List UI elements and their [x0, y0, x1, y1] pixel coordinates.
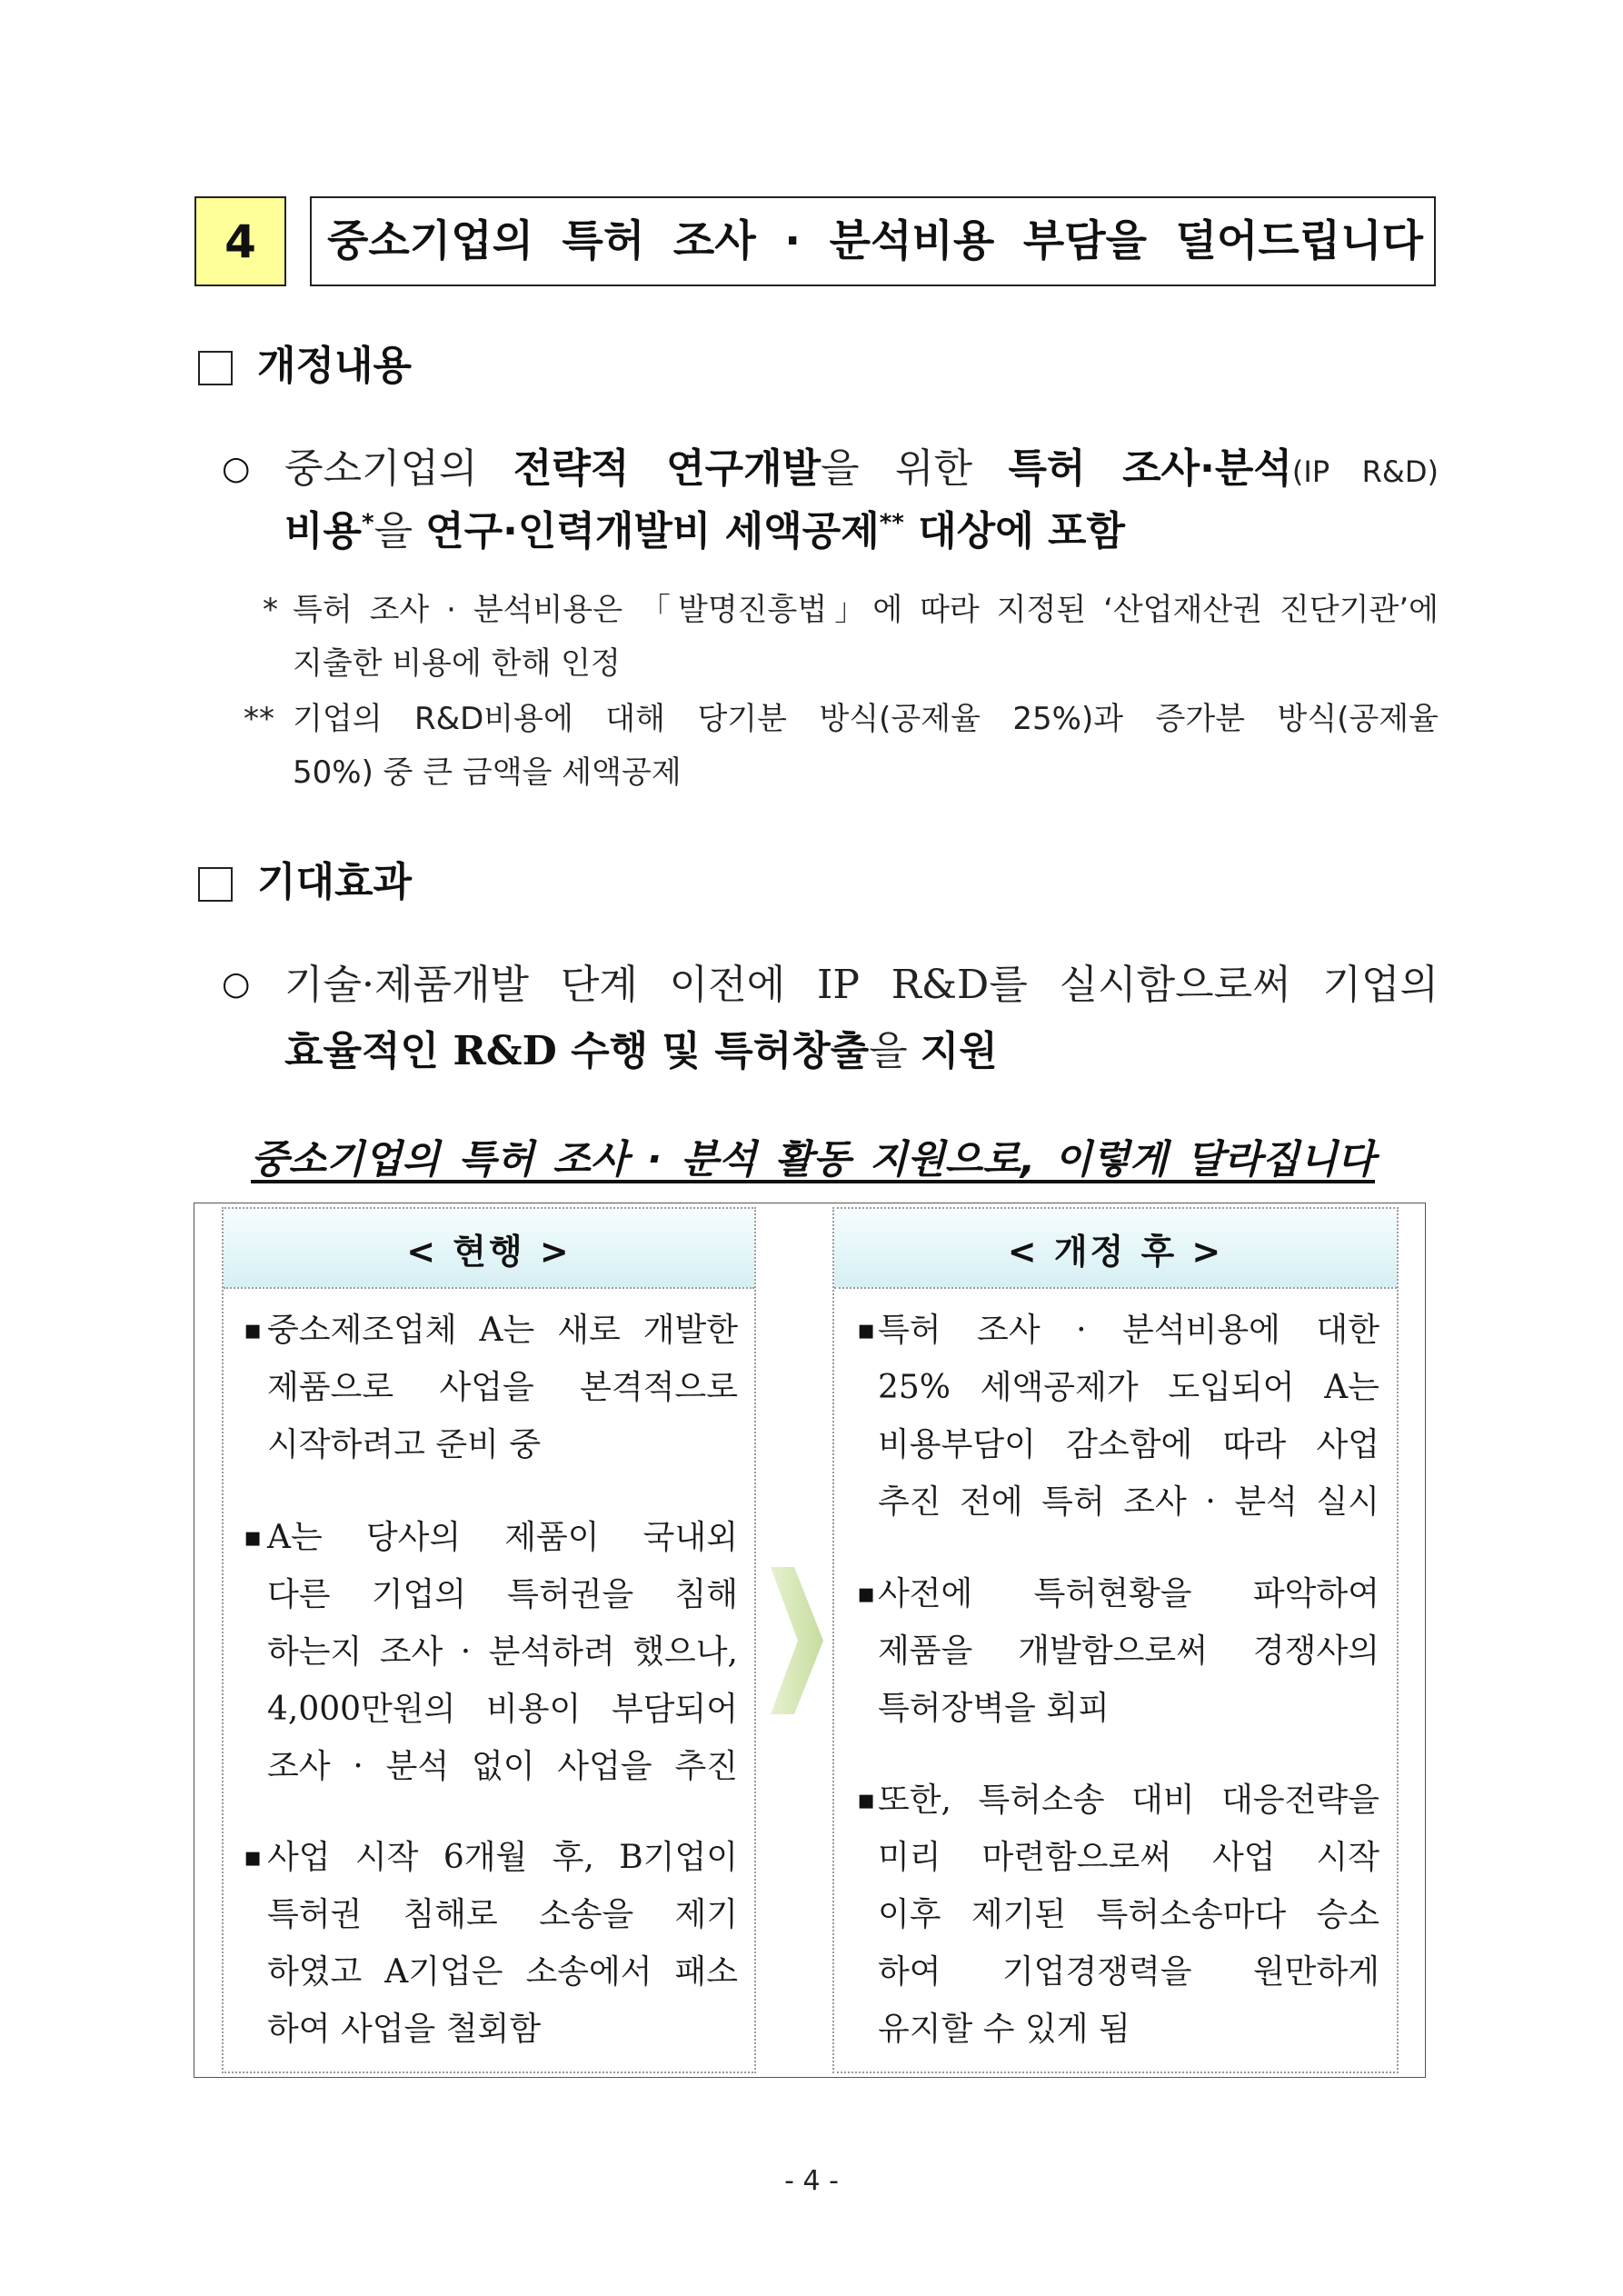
effects-bullet: ○: [222, 965, 251, 1003]
note-line: 지출한 비용에 한해 인정: [293, 645, 621, 682]
text-segment-bold: 효율적인 R&D 수행 및 특허창출: [284, 1028, 870, 1074]
item-line: 특허권 침해로 소송을 제기: [267, 1896, 738, 1933]
note-line: 특허 조사 · 분석비용은 「발명진흥법」에 따라 지정된 ‘산업재산권 진단기관’에: [293, 592, 1439, 628]
item-line: 하여 기업경쟁력을 원만하게: [878, 1953, 1379, 1991]
item-line: 미리 마련함으로써 사업 시작: [878, 1839, 1379, 1876]
note-line: 기업의 R&D비용에 대해 당기분 방식(공제율 25%)과 증가분 방식(공제율: [293, 701, 1439, 737]
item-line: 제품으로 사업을 본격적으로: [267, 1369, 738, 1406]
section-title-box: [310, 196, 1436, 286]
arrow-shape: [771, 1567, 823, 1714]
effects-heading: 기대효과: [257, 859, 413, 905]
item-line: A는 당사의 제품이 국내외: [267, 1519, 738, 1556]
footnote-marker: **: [879, 509, 904, 537]
item-line: 특허 조사 · 분석비용에 대한: [878, 1312, 1379, 1349]
text-segment-bold: 대상에 포함: [903, 508, 1126, 554]
item-line: 하여 사업을 철회함: [267, 2011, 542, 2048]
revision-line-1: [284, 437, 1439, 500]
section-number: 4: [224, 215, 256, 268]
before-column-header: [224, 1209, 754, 1289]
note-text: [293, 693, 1439, 800]
text-segment-small: (IP R&D): [1291, 454, 1439, 489]
before-header-label: < 현행 >: [406, 1231, 572, 1272]
square-bullet: ▪: [244, 1522, 263, 1553]
after-item-text: [878, 1565, 1379, 1737]
note-line: 50%) 중 큰 금액을 세액공제: [293, 754, 682, 791]
revision-heading: 개정내용: [257, 343, 413, 389]
square-bullet: ▪: [857, 1784, 876, 1816]
checkbox-square-icon: [198, 867, 233, 902]
after-item: [857, 1565, 1379, 1737]
square-bullet: ▪: [857, 1578, 876, 1610]
effects-bullet-text: [284, 952, 1439, 1084]
after-item-text: [878, 1772, 1379, 2058]
before-item: [244, 1829, 738, 2058]
section-title: 중소기업의 특허 조사 · 분석비용 부담을 덜어드립니다: [327, 216, 1423, 266]
text-segment-bold: 지원: [920, 1028, 998, 1074]
item-line: 또한, 특허소송 대비 대응전략을: [878, 1782, 1379, 1819]
text-segment-bold: 전략적 연구개발: [513, 445, 821, 492]
note-text: [293, 584, 1439, 691]
before-item-text: [267, 1509, 738, 1795]
revision-bullet-text: [284, 437, 1439, 563]
revision-line-2: [284, 500, 1439, 563]
item-line: 유지할 수 있게 됨: [878, 2011, 1130, 2048]
square-bullet: ▪: [244, 1314, 263, 1346]
before-item: [244, 1302, 738, 1473]
revision-bullet: ○: [222, 450, 251, 487]
footnote-marker: *: [362, 509, 374, 537]
before-item-text: [267, 1829, 738, 2058]
item-line: 조사 · 분석 없이 사업을 추진: [267, 1748, 738, 1785]
item-line: 시작하려고 준비 중: [267, 1426, 542, 1463]
item-line: 사업 시작 6개월 후, B기업이: [267, 1839, 738, 1876]
checkbox-square-icon: [198, 351, 233, 385]
after-item: [857, 1772, 1379, 2058]
comparison-caption: 중소기업의 특허 조사 · 분석 활동 지원으로, 이렇게 달라집니다: [251, 1137, 1375, 1183]
text-segment: 을: [869, 1028, 921, 1074]
section-number-box: [194, 196, 286, 286]
after-column-header: [834, 1209, 1397, 1289]
after-column: [832, 1207, 1399, 2073]
before-item-text: [267, 1302, 738, 1473]
square-bullet: ▪: [244, 1842, 263, 1873]
item-line: 특허장벽을 회피: [878, 1690, 1110, 1727]
item-line: 중소제조업체 A는 새로 개발한: [267, 1312, 738, 1349]
effects-line-1: 기술·제품개발 단계 이전에 IP R&D를 실시함으로써 기업의: [284, 962, 1439, 1008]
item-line: 비용부담이 감소함에 따라 사업: [878, 1426, 1379, 1463]
after-item-text: [878, 1302, 1379, 1531]
item-line: 하였고 A기업은 소송에서 패소: [267, 1953, 738, 1991]
note-marker: **: [244, 701, 274, 737]
text-segment: 을 위한: [821, 445, 1009, 492]
text-segment-bold: 연구·인력개발비 세액공제: [425, 508, 880, 554]
item-line: 다른 기업의 특허권을 침해: [267, 1576, 738, 1613]
text-segment-bold: 비용: [284, 508, 363, 554]
before-column: [222, 1207, 756, 2073]
after-header-label: < 개정 후 >: [1007, 1231, 1224, 1272]
effects-line-2: [284, 1018, 1439, 1084]
item-line: 제품을 개발함으로써 경쟁사의: [878, 1632, 1379, 1670]
text-segment: 중소기업의: [284, 445, 513, 492]
before-item: [244, 1509, 738, 1795]
text-segment: 을: [373, 508, 426, 554]
item-line: 이후 제기된 특허소송마다 승소: [878, 1896, 1379, 1933]
item-line: 사전에 특허현황을 파악하여: [878, 1575, 1379, 1612]
chevron-right-icon: [771, 1567, 823, 1714]
item-line: 4,000만원의 비용이 부담되어: [267, 1691, 738, 1728]
square-bullet: ▪: [857, 1314, 876, 1346]
note-marker: *: [263, 592, 278, 628]
item-line: 25% 세액공제가 도입되어 A는: [878, 1369, 1379, 1406]
item-line: 추진 전에 특허 조사 · 분석 실시: [878, 1483, 1379, 1521]
after-item: [857, 1302, 1379, 1531]
page-number: - 4 -: [784, 2165, 839, 2197]
item-line: 하는지 조사 · 분석하려 했으나,: [267, 1633, 738, 1671]
text-segment-bold: 특허 조사·분석: [1008, 445, 1292, 492]
